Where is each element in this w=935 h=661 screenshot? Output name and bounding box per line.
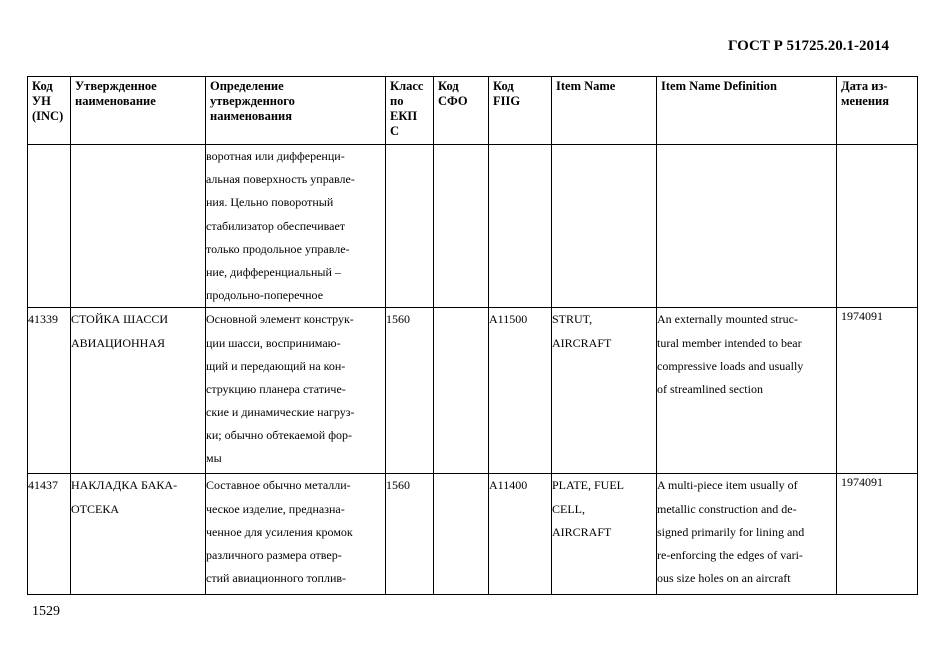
cell-fiig	[489, 308, 552, 474]
catalog-table	[27, 76, 918, 595]
text-line: ки; обычно обтекаемой фор-	[206, 428, 352, 443]
header-line: менения	[841, 94, 889, 108]
cell-name	[71, 145, 206, 308]
text-line: ous size holes on an aircraft	[657, 571, 791, 586]
text-line: только продольное управле-	[206, 241, 350, 256]
cell-inc	[28, 474, 71, 595]
header-line: утвержденного	[210, 94, 295, 108]
cell-name	[71, 474, 206, 595]
text-line: НАКЛАДКА БАКА-	[71, 478, 178, 493]
cell-item-definition	[657, 145, 837, 308]
sfo-code	[434, 308, 488, 331]
column-header-col-item-definition	[657, 77, 837, 145]
cell-item-name	[552, 474, 657, 595]
cell-sfo	[434, 474, 489, 595]
text-line: ции шасси, воспринимаю-	[206, 335, 341, 350]
table-row	[28, 308, 918, 474]
text-line: ческое изделие, предназна-	[206, 501, 345, 516]
text-line: of streamlined section	[657, 381, 763, 396]
column-header-col-definition	[206, 77, 386, 145]
column-header-col-change-date	[837, 77, 918, 145]
header-line: Утвержденное	[75, 79, 157, 93]
cell-date	[837, 145, 918, 308]
inc-code: 41339	[28, 312, 58, 327]
table-header-row	[28, 77, 918, 145]
inc-code: 41437	[28, 478, 58, 493]
header-line: УН	[32, 94, 51, 108]
header-line: Item Name	[556, 79, 616, 93]
header-line: Класс	[390, 79, 424, 93]
text-line: альная поверхность управле-	[206, 172, 355, 187]
sfo-code	[434, 474, 488, 497]
text-line: An externally mounted struc-	[657, 312, 798, 327]
cell-definition	[206, 145, 386, 308]
column-header-col-fiig	[489, 77, 552, 145]
text-line: re-enforcing the edges of vari-	[657, 547, 803, 562]
header-line: С	[390, 124, 400, 138]
header-line: Код	[32, 79, 53, 93]
text-line: ния. Цельно поворотный	[206, 195, 334, 210]
cell-inc	[28, 308, 71, 474]
text-line: metallic construction and de-	[657, 501, 797, 516]
cell-fiig	[489, 474, 552, 595]
cell-item-definition	[657, 474, 837, 595]
class-code: 1560	[386, 478, 410, 493]
cell-class	[386, 145, 434, 308]
date-value: 1974091	[841, 309, 883, 324]
table-row-continuation	[28, 145, 918, 308]
column-header-col-sfo	[434, 77, 489, 145]
text-line: A multi-piece item usually of	[657, 478, 798, 493]
header-line: наименование	[75, 94, 156, 108]
text-line: мы	[206, 451, 222, 466]
header-line: ЕКП	[390, 109, 418, 123]
text-line: PLATE, FUEL	[552, 478, 624, 493]
text-line: Составное обычно металли-	[206, 478, 351, 493]
text-line: signed primarily for lining and	[657, 524, 805, 539]
text-line: воротная или дифференци-	[206, 149, 345, 163]
text-line: различного размера отвер-	[206, 547, 342, 562]
fiig-code: A11400	[489, 478, 528, 493]
column-header-col-approved-name	[71, 77, 206, 145]
text-line: щий и передающий на кон-	[206, 358, 346, 373]
cell-definition	[206, 474, 386, 595]
text-line: tural member intended to bear	[657, 335, 802, 350]
text-line: Основной элемент конструк-	[206, 312, 354, 327]
text-line: стабилизатор обеспечивает	[206, 218, 346, 233]
column-header-col-inc	[28, 77, 71, 145]
class-code: 1560	[386, 312, 410, 327]
header-line: FIIG	[493, 94, 521, 108]
text-line: ченное для усиления кромок	[206, 524, 353, 539]
cell-item-name	[552, 308, 657, 474]
text-line: стий авиационного топлив-	[206, 571, 347, 586]
header-line: СФО	[438, 94, 468, 108]
text-line: STRUT,	[552, 312, 593, 327]
text-line: ние, дифференциальный –	[206, 264, 341, 279]
text-line: AIRCRAFT	[552, 335, 612, 350]
fiig-code: A11500	[489, 312, 528, 327]
document-standard-number: ГОСТ Р 51725.20.1-2014	[727, 38, 889, 54]
cell-item-name	[552, 145, 657, 308]
text-line: CELL,	[552, 501, 585, 516]
text-line: ОТСЕКА	[71, 501, 119, 516]
cell-date	[837, 474, 918, 595]
header-line: Код	[438, 79, 459, 93]
header-line: Код	[493, 79, 514, 93]
text-line: ские и динамические нагруз-	[206, 405, 355, 420]
page-number: 1529	[32, 604, 60, 619]
header-line: (INC)	[32, 109, 64, 123]
text-line: compressive loads and usually	[657, 358, 804, 373]
column-header-col-item-name	[552, 77, 657, 145]
header-line: по	[390, 94, 404, 108]
text-line: АВИАЦИОННАЯ	[71, 335, 166, 350]
cell-date	[837, 308, 918, 474]
date-value: 1974091	[841, 475, 883, 490]
header-line: Дата из-	[841, 79, 888, 93]
cell-sfo	[434, 145, 489, 308]
text-line: AIRCRAFT	[552, 524, 612, 539]
cell-sfo	[434, 308, 489, 474]
table-row	[28, 474, 918, 595]
cell-inc	[28, 145, 71, 308]
cell-class	[386, 308, 434, 474]
column-header-col-class	[386, 77, 434, 145]
cell-class	[386, 474, 434, 595]
text-line: продольно-поперечное	[206, 288, 324, 303]
text-line: струкцию планера статиче-	[206, 381, 346, 396]
cell-definition	[206, 308, 386, 474]
cell-fiig	[489, 145, 552, 308]
text-line: СТОЙКА ШАССИ	[71, 312, 169, 327]
header-line: наименования	[210, 109, 293, 123]
header-line: Определение	[210, 79, 284, 93]
cell-item-definition	[657, 308, 837, 474]
cell-name	[71, 308, 206, 474]
header-line: Item Name Definition	[661, 79, 777, 93]
